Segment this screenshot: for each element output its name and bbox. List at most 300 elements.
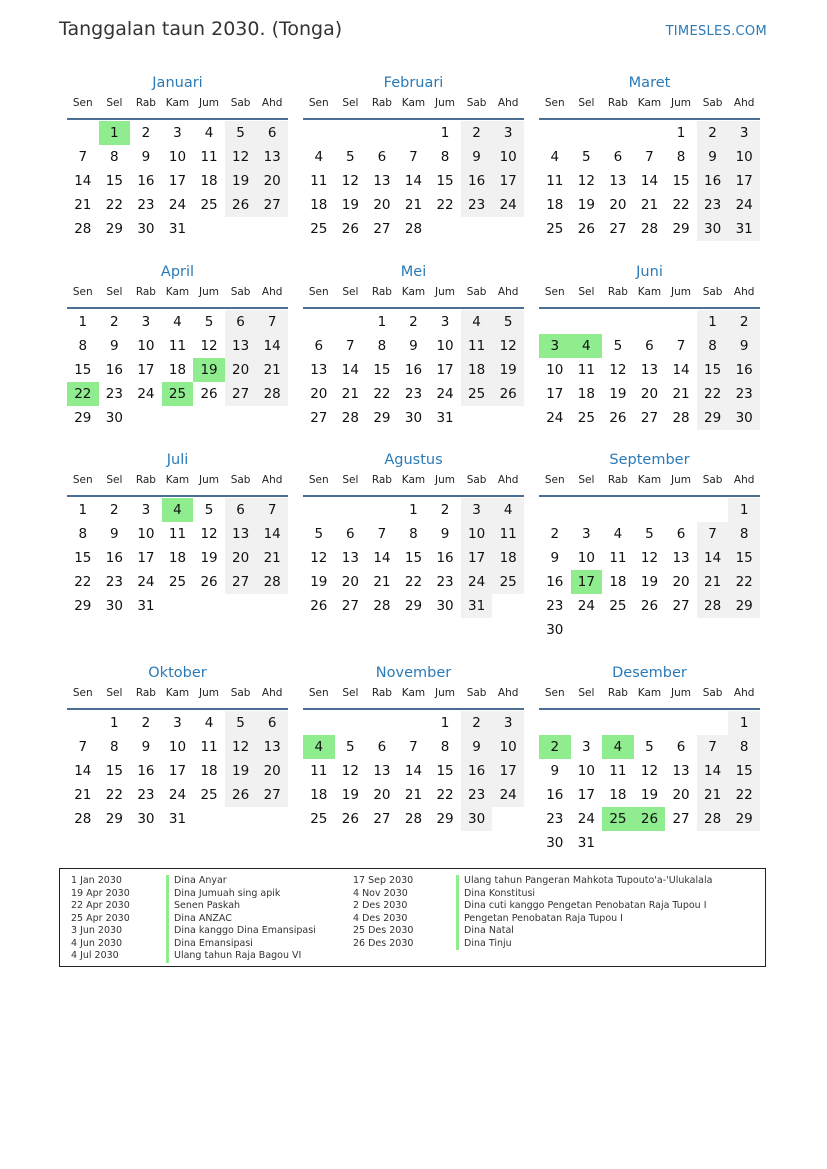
weekday-label: Kam [401,687,426,699]
day-cell: 22 [105,197,123,213]
day-cell: 18 [609,787,627,803]
weekday-label: Kam [165,286,190,298]
day-cell: 17 [546,386,564,402]
weekday-label: Sab [466,286,487,298]
day-cell: 11 [577,362,595,378]
day-cell: 21 [74,787,92,803]
legend-date: 22 Apr 2030 [71,900,130,911]
month-name: Agustus [384,452,443,468]
weekday-label: Sel [106,687,123,699]
day-cell: 8 [110,149,119,165]
month-name: Maret [628,75,671,91]
day-cell: 20 [672,787,690,803]
day-cell: 22 [404,574,423,590]
day-cell: 29 [74,598,92,614]
empty-cell [303,310,335,334]
weekday-label: Jum [199,97,220,109]
weekday-label: Ahd [497,474,519,486]
day-cell: 14 [672,362,690,378]
day-cell: 7 [78,149,88,165]
empty-cell [665,618,697,642]
day-cell: 16 [105,362,123,378]
day-cell: 2 [728,310,760,334]
day-cell: 26 [310,598,328,614]
day-cell: 11 [168,526,187,542]
legend-right-dates [353,875,413,950]
day-cell: 28 [74,221,92,237]
day-cell: 19 [609,386,627,402]
day-cell: 4 [173,314,182,330]
day-cell: 27 [373,811,391,827]
day-cell: 14 [697,546,729,570]
day-cell: 28 [672,410,690,426]
day-cell: 4 [314,149,324,165]
day-cell: 20 [310,386,328,402]
weekday-label: Ahd [261,687,283,699]
day-cell: 13 [225,334,257,358]
day-cell: 23 [137,197,155,213]
day-cell: 18 [200,173,218,189]
day-cell: 2 [409,314,418,330]
day-cell: 9 [550,763,560,779]
legend-date: 2 Des 2030 [353,900,408,911]
day-cell: 12 [225,735,257,759]
day-cell: 24 [436,386,454,402]
weekday-label: Rab [371,687,392,699]
day-cell: 25 [609,598,627,614]
weekday-label: Ahd [497,687,519,699]
day-cell: 15 [105,173,123,189]
day-cell: 18 [609,574,627,590]
day-cell: 25 [461,382,493,406]
legend-right-names [456,875,712,950]
day-cell: 17 [436,362,454,378]
day-cell: 2 [461,121,493,145]
day-cell: 9 [461,735,493,759]
empty-cell [571,711,603,735]
empty-cell [130,406,162,430]
weekday-header [67,684,288,710]
day-cell: 9 [110,338,119,354]
legend-holiday-name: Ulang tahun Pangeran Mahkota Tupouto'a-'Ulukalala [456,875,712,888]
day-cell: 18 [310,787,328,803]
month-name: Oktober [148,665,207,681]
day-cell: 19 [577,197,595,213]
weekday-label: Sel [106,286,123,298]
day-cell: 20 [672,574,690,590]
day-cell: 12 [200,338,218,354]
day-cell: 30 [728,406,760,430]
month-agustus [303,449,524,618]
day-cell: 24 [137,386,155,402]
day-cell: 2 [461,711,493,735]
weekday-label: Sen [308,687,329,699]
day-cell: 15 [728,546,760,570]
empty-cell [665,711,697,735]
weekday-label: Sen [308,474,329,486]
legend-holiday-name: Dina cuti kanggo Pengetan Penobatan Raja Tupou I [456,900,712,913]
weekday-label: Jum [199,687,220,699]
empty-cell [634,498,666,522]
day-cell: 19 [492,358,524,382]
empty-cell [225,594,257,618]
legend-date: 1 Jan 2030 [71,875,122,886]
weekday-header [303,471,524,497]
weekday-label: Sel [342,97,359,109]
weekday-label: Rab [135,687,156,699]
day-cell: 7 [256,498,288,522]
day-cell: 17 [168,173,187,189]
day-cell: 6 [613,149,623,165]
day-cell: 9 [697,145,729,169]
day-cell: 14 [256,334,288,358]
day-grid [303,497,524,618]
day-cell: 30 [697,217,729,241]
weekday-label: Kam [165,474,190,486]
day-cell: 6 [346,526,355,542]
day-cell: 4 [204,125,214,141]
month-name: Juli [166,452,189,468]
day-cell: 20 [373,787,391,803]
day-cell: 16 [697,169,729,193]
day-cell: 29 [697,406,729,430]
day-cell: 25 [577,410,595,426]
empty-cell [697,498,729,522]
day-cell: 29 [74,410,92,426]
month-mei [303,261,524,430]
day-cell: 10 [546,362,564,378]
weekday-label: Jum [671,97,692,109]
empty-cell [461,406,493,430]
weekday-label: Sen [72,286,93,298]
month-name: Mei [400,264,427,280]
weekday-label: Sen [544,474,565,486]
day-grid [67,309,288,430]
day-cell: 19 [200,550,218,566]
day-cell: 31 [728,217,760,241]
day-cell: 4 [162,498,194,522]
day-cell: 14 [640,173,659,189]
weekday-header [539,283,760,309]
weekday-label: Rab [607,286,628,298]
day-cell: 30 [137,221,155,237]
day-cell: 1 [409,502,418,518]
weekday-label: Sen [72,687,93,699]
weekday-header [539,471,760,497]
month-juni [539,261,760,430]
day-cell: 21 [640,197,659,213]
day-cell: 2 [141,715,151,731]
day-cell: 20 [640,386,659,402]
day-cell: 12 [200,526,218,542]
day-cell: 28 [640,221,659,237]
day-cell: 16 [546,787,564,803]
day-cell: 12 [310,550,328,566]
day-cell: 10 [577,763,595,779]
day-cell: 22 [105,787,123,803]
day-cell: 20 [225,546,257,570]
day-cell: 3 [141,502,151,518]
weekday-label: Sel [578,687,595,699]
month-november [303,662,524,831]
day-cell: 1 [377,314,387,330]
month-juli [67,449,288,618]
day-cell: 21 [404,787,423,803]
day-cell: 20 [225,358,257,382]
day-cell: 13 [310,362,328,378]
day-cell: 31 [168,221,187,237]
day-cell: 6 [377,739,387,755]
day-cell: 7 [409,739,418,755]
day-cell: 7 [645,149,654,165]
weekday-label: Sel [106,97,123,109]
day-cell: 10 [577,550,595,566]
month-oktober [67,662,288,831]
weekday-label: Jum [435,97,456,109]
empty-cell [193,807,225,831]
day-cell: 22 [436,787,454,803]
day-cell: 22 [728,570,760,594]
day-cell: 1 [676,125,686,141]
day-grid [67,497,288,618]
empty-cell [697,711,729,735]
day-cell: 15 [373,362,391,378]
day-cell: 28 [373,598,391,614]
day-cell: 10 [137,526,155,542]
day-cell: 18 [461,358,493,382]
weekday-label: Sel [342,474,359,486]
day-cell: 8 [78,526,88,542]
day-cell: 25 [200,787,218,803]
day-cell: 20 [256,759,288,783]
weekday-label: Sab [230,474,251,486]
day-cell: 12 [225,145,257,169]
day-cell: 19 [193,358,225,382]
weekday-label: Ahd [261,97,283,109]
day-cell: 2 [110,314,119,330]
day-cell: 25 [168,574,187,590]
day-cell: 6 [225,498,257,522]
day-cell: 13 [373,763,391,779]
day-cell: 8 [409,526,418,542]
day-cell: 22 [74,574,92,590]
day-cell: 27 [256,783,288,807]
day-cell: 3 [539,334,571,358]
day-cell: 13 [256,145,288,169]
day-cell: 19 [341,197,359,213]
day-cell: 24 [728,193,760,217]
day-cell: 24 [461,570,493,594]
day-cell: 13 [672,763,690,779]
day-cell: 21 [672,386,690,402]
day-cell: 11 [200,149,218,165]
site-link[interactable]: TIMESLES.COM [665,24,767,39]
empty-cell [162,594,194,618]
day-cell: 27 [225,570,257,594]
day-cell: 29 [728,807,760,831]
day-cell: 20 [373,197,391,213]
day-cell: 5 [314,526,324,542]
weekday-label: Rab [607,687,628,699]
day-cell: 14 [341,362,359,378]
day-cell: 30 [546,835,564,851]
weekday-label: Jum [199,286,220,298]
weekday-label: Sab [702,687,723,699]
empty-cell [256,594,288,618]
day-cell: 7 [676,338,686,354]
day-cell: 17 [571,570,603,594]
day-cell: 21 [373,574,391,590]
weekday-label: Sen [308,97,329,109]
legend-left-names [166,875,316,963]
day-cell: 15 [728,759,760,783]
weekday-label: Rab [135,286,156,298]
empty-cell [602,121,634,145]
day-cell: 26 [492,382,524,406]
empty-cell [634,831,666,855]
day-cell: 6 [676,739,686,755]
weekday-label: Ahd [497,97,519,109]
day-cell: 11 [310,173,328,189]
day-cell: 2 [550,526,560,542]
day-grid [303,710,524,831]
day-cell: 27 [256,193,288,217]
legend-date: 4 Jul 2030 [71,950,119,961]
weekday-label: Sen [72,97,93,109]
holiday-legend [59,868,766,967]
empty-cell [697,618,729,642]
empty-cell [665,498,697,522]
day-cell: 19 [341,787,359,803]
day-cell: 25 [546,221,564,237]
empty-cell [634,310,666,334]
day-cell: 16 [404,362,423,378]
empty-cell [225,807,257,831]
weekday-label: Rab [607,97,628,109]
empty-cell [571,498,603,522]
month-name: Februari [383,75,444,91]
day-cell: 18 [577,386,595,402]
day-cell: 4 [602,735,634,759]
empty-cell [335,121,367,145]
day-cell: 22 [67,382,99,406]
weekday-label: Sab [702,286,723,298]
weekday-label: Kam [165,97,190,109]
day-cell: 29 [373,410,391,426]
day-cell: 8 [78,338,88,354]
legend-date: 3 Jun 2030 [71,925,123,936]
day-cell: 27 [373,221,391,237]
day-cell: 7 [697,522,729,546]
month-februari [303,72,524,241]
day-cell: 8 [697,334,729,358]
day-cell: 6 [645,338,654,354]
day-cell: 5 [492,310,524,334]
weekday-label: Rab [135,474,156,486]
month-name: April [160,264,195,280]
day-grid [67,120,288,241]
day-cell: 31 [168,811,187,827]
weekday-label: Sel [578,97,595,109]
empty-cell [193,406,225,430]
day-cell: 11 [609,550,627,566]
day-cell: 3 [492,711,524,735]
day-cell: 26 [225,783,257,807]
day-cell: 24 [577,811,595,827]
day-cell: 5 [645,739,654,755]
empty-cell [539,711,571,735]
empty-cell [602,711,634,735]
day-cell: 1 [78,502,88,518]
legend-holiday-name: Dina Natal [456,925,712,938]
empty-cell [539,498,571,522]
day-cell: 31 [137,598,155,614]
day-cell: 27 [672,811,690,827]
day-cell: 7 [409,149,418,165]
legend-holiday-name: Dina Tinju [456,938,712,951]
day-cell: 12 [577,173,595,189]
weekday-label: Ahd [733,97,755,109]
empty-cell [492,807,524,831]
day-cell: 14 [697,759,729,783]
empty-cell [634,711,666,735]
day-cell: 6 [314,338,324,354]
day-cell: 1 [697,310,729,334]
day-cell: 23 [461,783,493,807]
day-cell: 1 [99,121,131,145]
legend-holiday-name: Dina Konstitusi [456,888,712,901]
day-cell: 3 [440,314,450,330]
day-cell: 22 [436,197,454,213]
weekday-label: Sel [342,687,359,699]
day-cell: 1 [78,314,88,330]
day-cell: 7 [256,310,288,334]
day-cell: 17 [492,169,524,193]
day-cell: 28 [256,382,288,406]
empty-cell [303,711,335,735]
day-cell: 10 [492,145,524,169]
day-cell: 8 [728,522,760,546]
day-cell: 16 [461,169,493,193]
weekday-header [67,283,288,309]
empty-cell [571,310,603,334]
day-cell: 25 [602,807,634,831]
day-cell: 12 [341,763,359,779]
empty-cell [634,618,666,642]
day-cell: 30 [404,410,423,426]
day-cell: 2 [110,502,119,518]
day-cell: 7 [697,735,729,759]
day-cell: 20 [341,574,359,590]
legend-holiday-name: Dina Anyar [166,875,316,888]
weekday-label: Jum [671,474,692,486]
day-cell: 1 [440,125,450,141]
empty-cell [492,217,524,241]
day-cell: 9 [461,145,493,169]
day-cell: 5 [225,121,257,145]
day-cell: 5 [346,739,355,755]
day-cell: 14 [74,173,92,189]
weekday-header [67,94,288,120]
day-cell: 12 [341,173,359,189]
weekday-label: Sab [702,474,723,486]
weekday-label: Ahd [733,687,755,699]
day-cell: 18 [546,197,564,213]
day-cell: 24 [492,193,524,217]
day-grid [539,710,760,855]
day-cell: 22 [728,783,760,807]
day-cell: 23 [105,574,123,590]
